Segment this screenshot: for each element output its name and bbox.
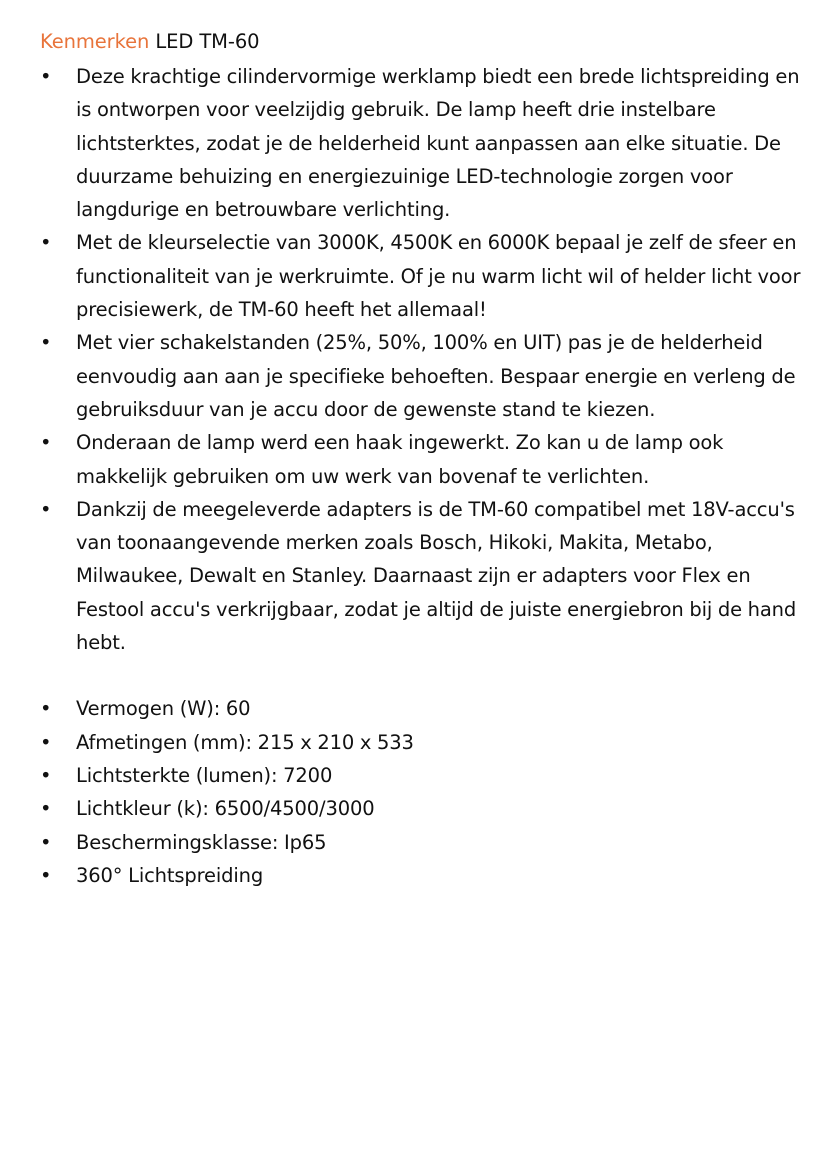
spec-item	[40, 859, 810, 892]
bullet-icon: •	[40, 231, 52, 255]
spec-text: Afmetingen (mm): 215 x 210 x 533	[76, 730, 414, 754]
feature-text: Onderaan de lamp werd een haak ingewerkt. Zo kan u de lamp ook makkelijk gebruiken om uw werk van bovenaf te verlichten.	[76, 431, 724, 488]
spec-item	[40, 792, 810, 825]
bullet-icon: •	[40, 697, 52, 721]
product-features-document	[40, 28, 810, 892]
feature-text: Dankzij de meegeleverde adapters is de TM-60 compatibel met 18V-accu's van toonaangevende merken zoals Bosch, Hikoki, Makita, Metabo, Milwaukee, Dewalt en Stanley. Daarnaast zijn er adapters voor Flex en Festool accu's verkrijgbaar, zodat je altijd de juiste energiebron bij de hand hebt.	[76, 497, 797, 655]
feature-item	[40, 426, 810, 493]
feature-text: Met vier schakelstanden (25%, 50%, 100% en UIT) pas je de helderheid eenvoudig aan aan je specifieke behoeften. Bespaar energie en verleng de gebruiksduur van je accu door de gewenste stand te kiezen.	[76, 331, 796, 421]
feature-item	[40, 326, 810, 426]
bullet-icon: •	[40, 497, 52, 521]
feature-item	[40, 226, 810, 326]
bullet-icon: •	[40, 730, 52, 754]
bullet-icon: •	[40, 830, 52, 854]
feature-item	[40, 60, 810, 226]
feature-text: Met de kleurselectie van 3000K, 4500K en 6000K bepaal je zelf de sfeer en functionaliteit van je werkruimte. Of je nu warm licht wil of helder licht voor precisiewerk, de TM-60 heeft het allemaal!	[76, 231, 801, 322]
spec-item	[40, 692, 810, 725]
spec-item	[40, 759, 810, 792]
bullet-icon: •	[40, 331, 52, 355]
spec-item	[40, 826, 810, 859]
list-spacer	[40, 659, 810, 692]
bullet-icon: •	[40, 65, 52, 88]
heading-accent: Kenmerken	[40, 30, 150, 53]
bullet-icon: •	[40, 797, 52, 821]
spec-text: Lichtsterkte (lumen): 7200	[76, 763, 333, 787]
heading-product-name: LED TM-60	[155, 30, 260, 53]
feature-text: Deze krachtige cilindervormige werklamp biedt een brede lichtspreiding en is ontworpen voor veelzijdig gebruik. De lamp heeft drie instelbare lichtsterktes, zodat je de helderheid kunt aanpassen aan elke situatie. De duurzame behuizing en energiezuinige LED-technologie zorgen voor langdurige en betrouwbare verlichting.	[76, 65, 800, 222]
feature-list	[40, 60, 810, 659]
spec-text: Lichtkleur (k): 6500/4500/3000	[76, 797, 375, 821]
spec-item	[40, 726, 810, 759]
bullet-icon: •	[40, 863, 52, 887]
feature-item	[40, 493, 810, 659]
spec-text: Beschermingsklasse: Ip65	[76, 830, 327, 854]
section-heading	[40, 28, 810, 56]
spec-list	[40, 692, 810, 892]
spec-text: Vermogen (W): 60	[76, 697, 251, 721]
spec-text: 360° Lichtspreiding	[76, 863, 264, 887]
bullet-icon: •	[40, 431, 52, 455]
bullet-icon: •	[40, 763, 52, 787]
